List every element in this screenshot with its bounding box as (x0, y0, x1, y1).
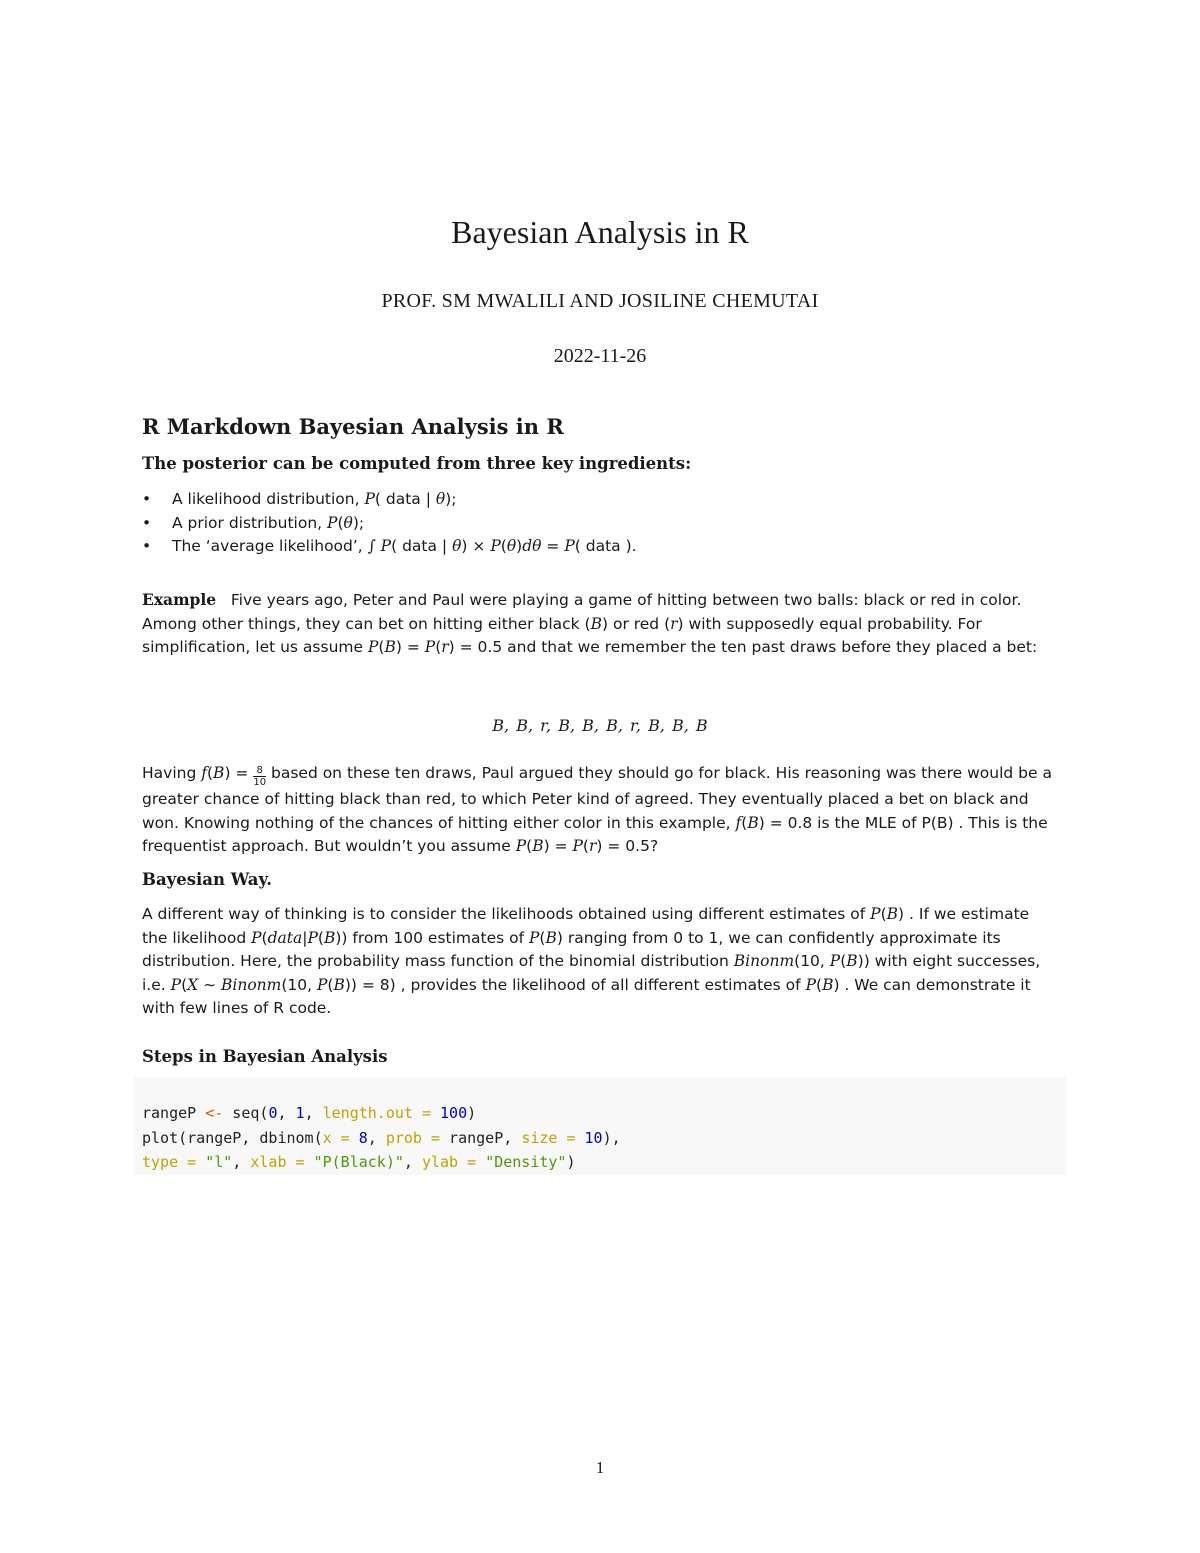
code-block (134, 1077, 1066, 1175)
bullet-2-text: A prior distribution, (172, 513, 323, 532)
bayesian-way-heading: Bayesian Way. (142, 870, 272, 889)
reasoning-paragraph: Having f(B) = $\frac{8}{10}$ based on these ten draws, Paul argued they should go for black. His reasoning was there would be a greater chance of hitting black than red, to which Peter kind of agreed. They eventually placed a bet on black and won. Knowing nothing of the chances of hitting either color in this example, f(B) = 0.8 is the MLE of P(B) . This is the frequentist approach. But wouldn’t you assume P(B) = P(r) = 0.5? (142, 764, 1052, 855)
steps-heading: Steps in Bayesian Analysis (142, 1047, 388, 1066)
example-label: Example (142, 590, 217, 609)
list-item: • A prior distribution, P(θ); (142, 512, 637, 536)
ingredients-heading: The posterior can be computed from three key ingredients: (142, 454, 692, 473)
list-item: • The ‘average likelihood’, ∫ P( data | θ) × P(θ)dθ = P( data ). (142, 535, 637, 559)
draws-sequence: B, B, r, B, B, B, r, B, B, B (492, 716, 708, 735)
bullet-3-text: The ‘average likelihood’, (172, 537, 363, 555)
example-paragraph: Example Five years ago, Peter and Paul were playing a game of hitting between two balls: black or red in color. Among other things, they can bet on hitting either black (B) or red (r) with supposedly equal probability. For simplification, let us assume P(B) = P(r) = 0.5 and that we remember the ten past draws before they placed a bet: (142, 590, 1038, 656)
doc-date: 2022-11-26 (553, 345, 647, 367)
list-item: • A likelihood distribution, P( data | θ); (142, 488, 637, 512)
ingredients-list (142, 488, 637, 559)
doc-title: Bayesian Analysis in R (451, 214, 749, 250)
doc-authors: PROF. SM MWALILI AND JOSILINE CHEMUTAI (381, 290, 819, 312)
r-code: rangeP <- seq(0, 1, length.out = 100) plot(rangeP, dbinom(x = 8, prob = rangeP, size = 10), type = "l", xlab = "P(Black)", ylab = "Density") (142, 1104, 621, 1171)
bayesian-way-paragraph: A different way of thinking is to consider the likelihoods obtained using different estimates of P(B) . If we estimate the likelihood P(data|P(B)) from 100 estimates of P(B) ranging from 0 to 1, we can confidently approximate its distribution. Here, the probability mass function of the binomial distribution Binonm(10, P(B)) with eight successes, i.e. P(X ∼ Binonm(10, P(B)) = 8) , provides the likelihood of all different estimates of P(B) . We can demonstrate it with few lines of R code. (142, 905, 1041, 1017)
bullet-1-text: A likelihood distribution, (172, 490, 360, 508)
page-number: 1 (595, 1458, 605, 1477)
section-heading: R Markdown Bayesian Analysis in R (142, 414, 564, 439)
